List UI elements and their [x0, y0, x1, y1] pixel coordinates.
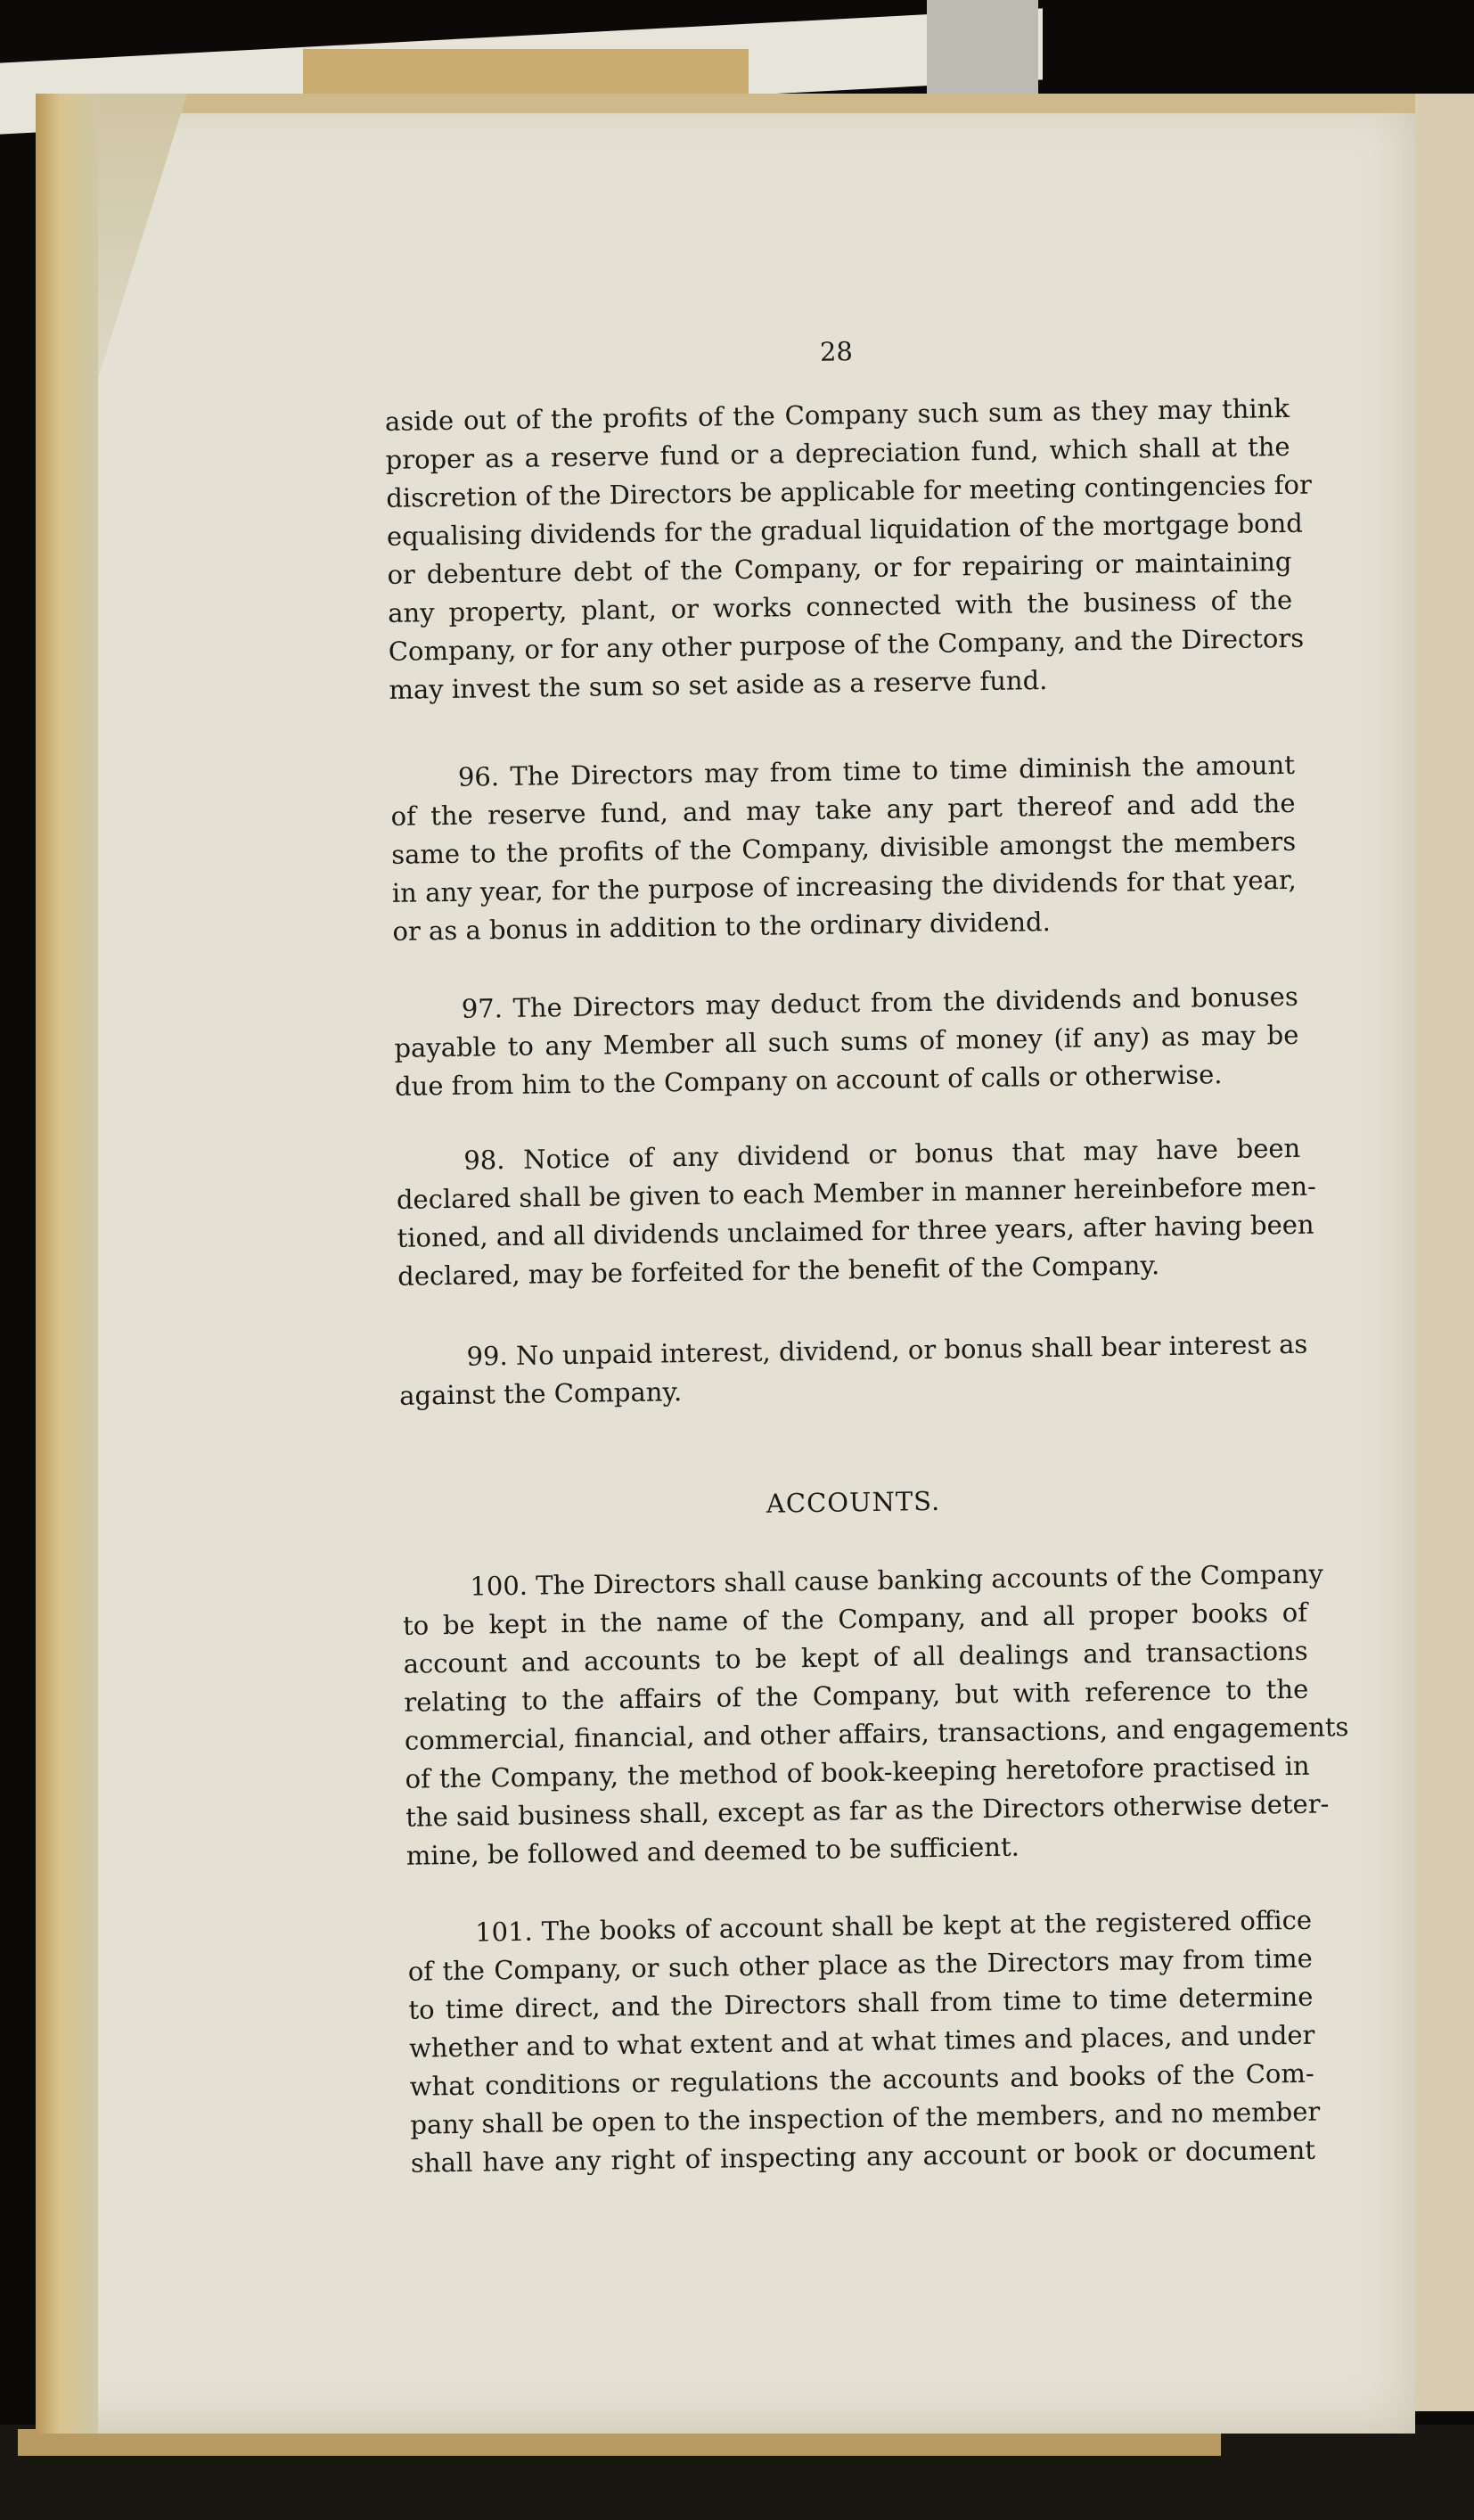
text-line: or as a bonus in addition to the ordinary dividend.: [392, 906, 1052, 947]
text-line: to be kept in the name of the Company, and all proper books of: [402, 1597, 1308, 1641]
text-line: of the Company, the method of book-keeping heretofore practised in: [405, 1750, 1310, 1794]
text-line: in any year, for the purpose of increasing the dividends for that year,: [391, 864, 1298, 908]
text-line: 98. Notice of any dividend or bonus that may have been: [463, 1132, 1301, 1176]
section-heading-accounts: ACCOUNTS.: [766, 1485, 941, 1519]
paragraph-continued: [384, 390, 1313, 710]
text-line: commercial, financial, and other affairs, transactions, and engagements: [404, 1711, 1349, 1756]
text-line: declared shall be given to each Member in manner hereinbefore men-: [396, 1170, 1317, 1215]
text-line: aside out of the profits of the Company such sum as they may think: [384, 392, 1290, 437]
text-line: of the reserve fund, and may take any part thereof and add the: [390, 787, 1296, 832]
text-line: payable to any Member all such sums of money (if any) as may be: [394, 1019, 1299, 1063]
text-line: of the Company, or such other place as the Directors may from time: [407, 1942, 1313, 1987]
paragraph-96: [390, 746, 1298, 951]
paragraph-101: [407, 1901, 1321, 2183]
paragraph-98: [396, 1129, 1317, 1296]
text-line: shall have any right of inspecting any account or book or document: [410, 2134, 1316, 2179]
paragraph-99: [398, 1326, 1308, 1416]
page-edge-right: [1413, 94, 1474, 2411]
text-line: 101. The books of account shall be kept at the registered office: [474, 1904, 1313, 1948]
text-line: declared, may be forfeited for the benefit of the Company.: [397, 1250, 1160, 1292]
text-block: [379, 0, 1349, 2407]
text-line: whether and to what extent and at what times and places, and under: [408, 2019, 1315, 2064]
text-line: 96. The Directors may from time to time diminish the amount: [457, 749, 1296, 792]
text-line: proper as a reserve fund or a depreciation fund, which shall at the: [385, 431, 1290, 475]
text-line: 99. No unpaid interest, dividend, or bonus shall bear interest as: [466, 1328, 1308, 1372]
text-line: 97. The Directors may deduct from the dividends and bonuses: [461, 981, 1298, 1024]
text-line: may invest the sum so set aside as a reserve fund.: [389, 664, 1048, 705]
page-number: 28: [819, 336, 854, 367]
text-line: mine, be followed and deemed to be sufficient.: [405, 1831, 1020, 1871]
text-line: pany shall be open to the inspection of the members, and no member: [410, 2096, 1321, 2140]
text-line: any property, plant, or works connected with the business of the: [387, 584, 1293, 628]
text-line: relating to the affairs of the Company, but with reference to the: [404, 1673, 1309, 1718]
text-line: account and accounts to be kept of all dealings and transactions: [403, 1635, 1308, 1679]
text-line: to time direct, and the Directors shall from time to time determine: [408, 1981, 1314, 2025]
text-line: due from him to the Company on account of calls or otherwise.: [394, 1059, 1223, 1102]
text-line: the said business shall, except as far as the Directors otherwise deter-: [405, 1788, 1330, 1833]
text-line: same to the profits of the Company, divisible amongst the members: [390, 825, 1297, 870]
text-line: discretion of the Directors be applicable for meeting contingencies for: [386, 469, 1313, 513]
text-line: equalising dividends for the gradual liquidation of the mortgage bond: [386, 507, 1304, 552]
text-line: what conditions or regulations the accounts and books of the Com-: [409, 2057, 1314, 2102]
text-line: tioned, and all dividends unclaimed for three years, after having been: [397, 1209, 1314, 1253]
book-binding: [36, 94, 98, 2434]
text-line: Company, or for any other purpose of the Company, and the Directors: [388, 622, 1305, 667]
text-line: or debenture debt of the Company, or for repairing or maintaining: [387, 546, 1292, 590]
paragraph-100: [402, 1556, 1349, 1876]
page-fold: [98, 94, 187, 379]
paragraph-97: [393, 978, 1299, 1106]
text-line: 100. The Directors shall cause banking accounts of the Company: [470, 1558, 1324, 1602]
text-line: against the Company.: [398, 1376, 683, 1411]
